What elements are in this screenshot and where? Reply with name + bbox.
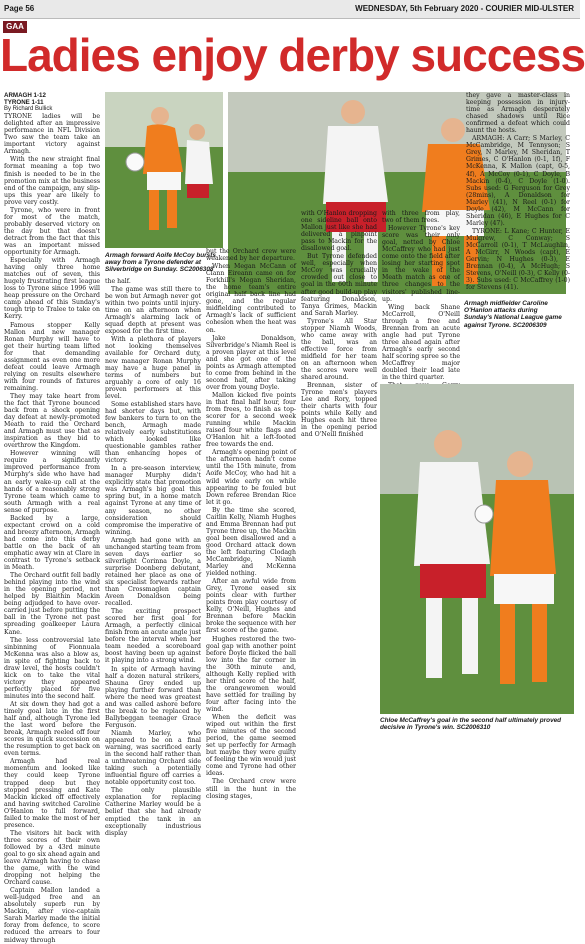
paragraph: with three from play, two of them frees.	[382, 210, 460, 225]
paragraph: After an awful wide from Grey, Tyrone eased six points clear with further points from play courtesy of Kelly, O'Neill, Hughes and Brennan before Mackin broke the sequence with her first score of the game.	[206, 578, 296, 635]
article-column-5	[382, 210, 460, 380]
team-tyrone: TYRONE: L Kane; C Hunter, E Mulgrew, C Conway; S McCarroll (0-1), T McLaughlin, A McGirr, N Woods (capt), E Gervin; N Hughes (0-3), E Brennan (0-4), A McHugh; S Stevens, O'Neill (0-3), C Kelly (0-3). Subs used: C McCaffrey (1-0) for Stevens (41).	[466, 227, 570, 292]
paragraph: Wing back Shane McCarroll, O'Neill through a free and Brennan from an acute angle had put Tyrone three ahead again after Armagh's early second half scoring spree so the McCaffrey major doubled their lead late in the third quarter.	[382, 303, 460, 382]
score-away: TYRONE 1-11	[4, 99, 44, 107]
byline: By Richard Bullick	[4, 106, 53, 113]
paragraph: The Orchard crew were still in the hunt in the closing stages,	[206, 778, 296, 800]
article-column-1	[4, 92, 100, 944]
paragraph: Armagh had gone with an unchanged starting team from seven days earlier so silverlight Corinna Doyle, a surprise Doonberg debutant, retained her place as one of six specialist forwards rather than Crossmaglen captain Aveen Donaldson being recalled.	[105, 536, 201, 608]
paragraph: The visitors hit back with three scores of their own followed by a 43rd minute goal to go six ahead again and leave Armagh having to chase the game, with the wind dropping not helping the Orchard cause.	[4, 829, 100, 887]
paragraph: Famous stopper Kelly Mallon and new manager Ronan Murphy will have to get their hurting team lifted for that demanding assignment as even one more defeat could leave Armagh relying on results elsewhere with four rounds of fixtures remaining.	[4, 321, 100, 392]
article-column-2	[105, 278, 201, 837]
masthead	[0, 0, 580, 19]
issue-date: WEDNESDAY, 5th February 2020 - COURIER MID-ULSTER	[355, 4, 574, 13]
paragraph: Captain Mallon landed a well-judged free and an absolutely superb run by Mackin, after vice-captain Sarah Marley made the initial foray from defence, to score reduced the arrears to four midway through	[4, 887, 100, 944]
paragraph: The game was still there to be won but Armagh never got within two points until injury-time on an afternoon when Armagh's alarming lack of squad depth at present was exposed for the first time.	[105, 286, 201, 336]
caption-photo-3: Chloe McCaffrey's goal in the second half ultimately proved decisive in Tyrone's win. SC2006310	[380, 717, 562, 732]
paragraph: When Megan McCann of Clann Eireann came on for Forkhill's Megan Sheridan, the home team's entire original half back line had gone, and the regular midfielding contributed to Armagh's lack of sufficient cohesion when the heat was on.	[206, 263, 296, 334]
paragraph: Jake Donaldson, Silverbridge's Niamh Reel is a proven player at this level and she got one of the points as Armagh attempted to come from behind in the second half, after taking over from young Doyle.	[206, 334, 296, 391]
paragraph: Niamh Marley, who appeared to be on a final warning, was sacrificed early in the second half rather than a unthreatening Orchard side taking such a potentially influential figure off carries a notable opportunity cost too.	[105, 729, 201, 787]
player-photo-3	[380, 384, 574, 714]
paragraph: With a plethora of players not looking themselves available for Orchard duty, new manager Ronan Murphy may have a huge panel in terms of numbers but arguably a core of only 16 proven performers at this level.	[105, 336, 201, 400]
headline: Ladies enjoy derby success	[0, 29, 585, 81]
article-column-4	[301, 210, 377, 439]
section-label: GAA	[3, 21, 27, 33]
paragraph: When the deficit was wiped out within the first five minutes of the second period, the game seemed set up perfectly for Armagh but maybe they were guilty of feeling the win would just come and Tyrone had other ideas.	[206, 714, 296, 778]
team-armagh: ARMAGH: A Carr; S Marley, C McCambridge, M Tennyson; S Grey, N Marley, M Sheridan, T Grimes, C O'Hanlon (0-1, 1f), F McKenna, K Mallon (capt, 0-5, 4f), A McCoy (0-1), C Doyle, B Mackin (0-4), C Doyle (1-0). Subs used: G Ferguson for Grey (28mins), A Donaldson for Marley (41), N Reel (0-1) for Doyle (42), M McCann for Sheridan (46), E Hughes for C Marley (47).	[466, 135, 570, 227]
paragraph: The only plausible explanation for replacing Catherine Marley would be a belief that she had already emptied the tank in an exceptionally industrious display	[105, 787, 201, 837]
paragraph: Especially with Armagh having only three home matches out of seven, this hugely frustrating first league loss to Tyrone since 1996 will heap pressure on the Orchard camp ahead of this Sunday's tough trip to Tralee to take on Kerry.	[4, 257, 100, 321]
paragraph: they gave a master-class in keeping possession in injury-time as Armagh desperately chased shadows until Rice confirmed a defeat which could haunt the hosts.	[466, 92, 570, 135]
paragraph: with O'Hanlon dropping one sideline ball onto Mallon just like she had delivered a pinpoint pass to Mackin for the disallowed goal.	[301, 210, 377, 253]
caption-photo-1: Armagh forward Aoife McCoy bursts away from a Tyrone defender at Silverbridge on Sunday. SC2006308	[105, 252, 216, 274]
page-number: Page 56	[4, 4, 35, 13]
photo-armagh-forward	[105, 92, 223, 248]
paragraph: They may take heart from the fact that Tyrone bounced back from a shock opening day defeat at newly-promoted Meath to raid the Orchard and Armagh must use that as inspiration as they bid to overthrow the Kingdom.	[4, 392, 100, 450]
caption-photo-2: Armagh midfielder Caroline O'Hanlon attacks during Sunday's National League game against Tyrone. SC2006309	[464, 300, 562, 329]
paragraph: Hughes restored the two-goal gap with another point before Doyle flicked the ball low into the far corner in the 30th minute and, although Kelly replied with her third score of the half, the orangewomen would have settled for trailing by four after facing into the wind.	[206, 635, 296, 713]
paragraph: the half.	[105, 278, 131, 285]
paragraph: In a pre-season interview, manager Murphy didn't explicitly state that promotion was Armagh's big goal this spring but, in a home match against Tyrone at any time of any season, no other consideration should compromise the imperative of winning.	[105, 465, 201, 536]
paragraph: Brennan, sister of Tyrone men's players Lee and Rory, topped their charts with four points while Kelly and Hughes each hit three in the opening period and O'Neill finished	[301, 382, 377, 439]
paragraph: By the time she scored, Caitlin Kelly, Niamh Hughes and Emma Brennan had put Tyrone three up, the Mackin goal been disallowed and a good Orchard attack down the left featuring Clodagh McCambridge, Niamh Marley and McKenna yielded nothing.	[206, 506, 296, 578]
score-home: ARMAGH 1-12	[4, 92, 46, 99]
article-column-6	[466, 92, 570, 292]
paragraph: However winning will require a significantly improved performance from Murphy's side who have had an early wake-up call at the hands of a reasonably strong Tyrone team which came to south Armagh with a real sense of purpose.	[4, 450, 100, 514]
paragraph: At six down they had got a timely goal late in the first half and, although Tyrone led the last word before the break, Armagh reeled off four scores in quick succession on the resumption to get back on even terms.	[4, 700, 100, 758]
article-column-3	[206, 248, 296, 800]
paragraph: TYRONE ladies will be delighted after an impressive performance in NFL Division Two saw the team take an important victory against Armagh.	[4, 113, 100, 156]
paragraph: However Tyrone's key score was their only goal, netted by Chloe McCaffrey who had just come onto the field after losing her starting spot in the wake of the Meath match as one of three changes to the visitors' published line-up.	[382, 225, 460, 303]
paragraph: Backed by a large, expectant crowd on a cold and breezy afternoon, Armagh had come into this derby battle on the back of an emphatic away win at Clare in contrast to Tyrone's setback in Meath.	[4, 514, 100, 572]
paragraph: Tyrone's All Star stopper Niamh Woods, who came away with the ball, was an effective force from midfield for her team on an afternoon when the scores were well shared around.	[301, 317, 377, 382]
paragraph: Armagh's opening point of the afternoon hadn't come until the 15th minute, from Aoife McCoy, who had hit a wild wide early on while appearing to be fouled but Down referee Brendan Rice let it go.	[206, 449, 296, 506]
photo-tyrone-goal	[380, 384, 574, 714]
paragraph: The less controversial late sinbinning of Fionnuala McKenna was also a blow as, in spite of fighting back to draw level, the hosts couldn't kick on to take the vital victory they appeared perfectly placed for five minutes into the second half.	[4, 636, 100, 700]
paragraph: In spite of Armagh having half a dozen natural strikers, Shauna Grey ended up playing further forward than where the need was greatest and was called ashore before the break to be replaced by Ballybeggan teenager Grace Ferguson.	[105, 665, 201, 729]
paragraph: Tyrone, who were in front for most of the match, probably deserved victory on the day but that doesn't detract from the fact that this was an important missed opportunity for Armagh.	[4, 206, 100, 257]
paragraph: Some established stars have had shorter days but, with few bankers to turn to on the bench, Armagh made relatively early substitutions which looked like questionable gambles rather than enhancing hopes of victory.	[105, 400, 201, 465]
paragraph: The Orchard outfit fell badly behind playing into the wind in the opening period, not helped by Blaithin Mackin being adjudged to have over-carried just before putting the ball in the Tyrone net past spreading goalkeeper Laura Kane.	[4, 572, 100, 636]
paragraph: The exciting prospect scored her first goal for Armagh, a perfectly clinical finish from an acute angle just before the interval when her team needed a scoreboard boost having been up against it playing into a strong wind.	[105, 608, 201, 665]
paragraph: but the Orchard crew were weakened by her departure.	[206, 248, 296, 263]
paragraph: But Tyrone defended well, especially when McCoy was crucially crowded out close to goal in the 60th minute after good build-up play featuring Donaldson, Tanya Grimes, Mackin and Sarah Marley.	[301, 253, 377, 317]
player-photo-1	[105, 92, 223, 248]
paragraph: Mallon kicked five points in that final half hour, four from frees, to finish as top-scorer for a second week running while Mackin raised four white flags and O'Hanlon hit a left-footed free towards the end.	[206, 391, 296, 449]
paragraph: With the new straight final format meaning a top two finish is needed to be in the promotion mix at the business end of the campaign, any slip-ups this year are likely to prove very costly.	[4, 156, 100, 206]
paragraph: Armagh had real momentum and looked like they could keep Tyrone trapped deep but they stopped pressing and Kate Mackin kicked off effectively and having switched Caroline O'Hanlon to full forward, failed to make the most of her presence.	[4, 758, 100, 829]
